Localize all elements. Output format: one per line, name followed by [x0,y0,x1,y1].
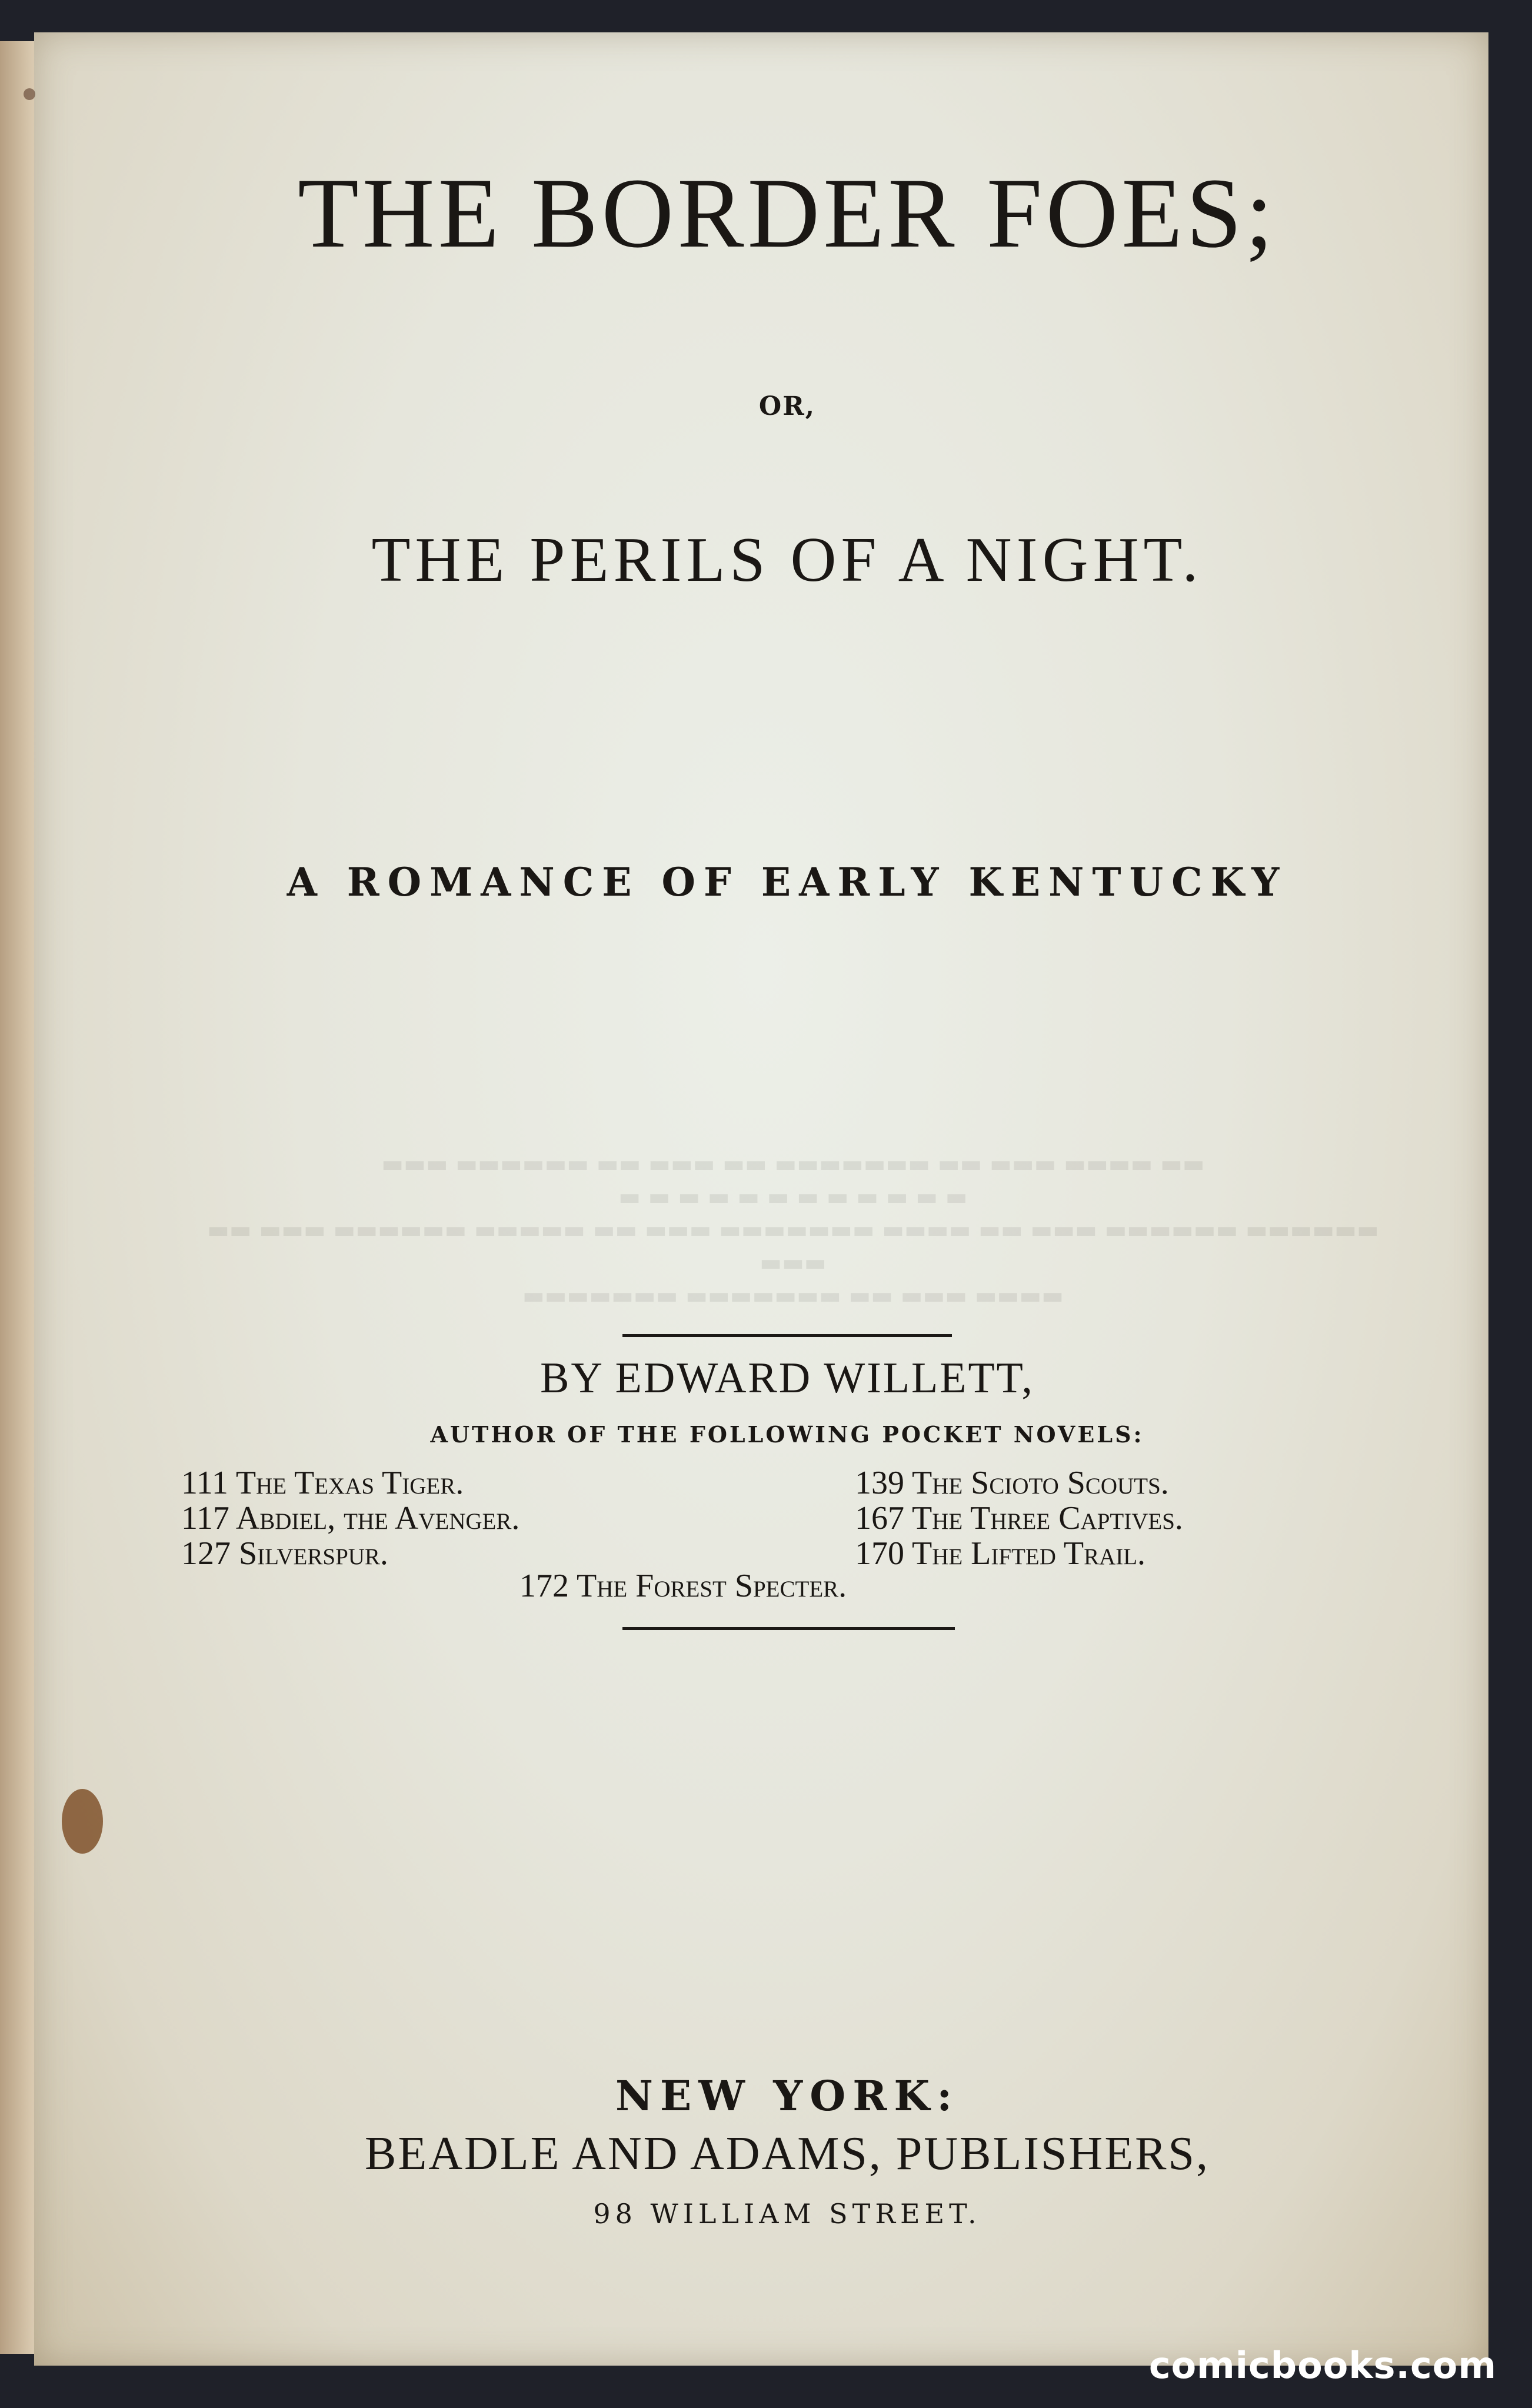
author-byline: BY EDWARD WILLETT, [540,1354,1034,1402]
show-through-text: ▬▬▬ ▬▬▬▬▬▬ ▬▬ ▬▬▬ ▬▬ ▬▬▬▬▬▬▬ ▬▬ ▬▬▬ ▬▬▬▬ ▬▬ ▬ ▬ ▬ ▬ ▬ ▬ ▬ ▬ ▬ ▬ ▬ ▬ ▬▬ ▬▬▬ ▬▬▬▬▬▬ ▬▬▬▬▬ ▬▬ ▬▬▬ ▬▬▬▬▬▬▬ ▬▬▬▬ ▬▬ ▬▬▬ ▬▬▬▬▬▬ ▬▬▬▬▬▬ ▬▬▬ ▬▬▬▬▬▬▬ ▬▬▬▬▬▬▬ ▬▬ ▬▬▬ ▬▬▬▬ [207,1150,1379,1309]
novel-list-item: 117 Abdiel, the Avenger. [181,1500,520,1536]
divider-rule-top [622,1334,952,1337]
imprint-street: 98 WILLIAM STREET. [593,2198,981,2230]
book-subtitle: THE PERILS OF A NIGHT. [371,525,1203,595]
novel-list-item: 111 The Texas Tiger. [181,1465,464,1501]
imprint-publisher: BEADLE AND ADAMS, PUBLISHERS, [364,2128,1210,2180]
novel-list-item: 139 The Scioto Scouts. [855,1465,1169,1501]
novel-list-item: 172 The Forest Specter. [519,1568,847,1604]
author-of-heading: AUTHOR OF THE FOLLOWING POCKET NOVELS: [430,1421,1144,1448]
novel-list-item: 167 The Three Captives. [855,1500,1183,1536]
title-conjunction: OR, [758,391,816,421]
rust-stain [24,88,35,100]
rust-stain [62,1789,103,1854]
imprint-city: NEW YORK: [615,2071,960,2120]
genre-line: A ROMANCE OF EARLY KENTUCKY [287,859,1288,905]
divider-rule-bottom [622,1627,955,1630]
site-watermark: comicbooks.com [1148,2344,1497,2387]
novel-list-item: 127 Silverspur. [181,1535,388,1572]
title-page [34,32,1488,2366]
novel-list-item: 170 The Lifted Trail. [855,1535,1146,1572]
book-title: THE BORDER FOES; [298,158,1277,268]
